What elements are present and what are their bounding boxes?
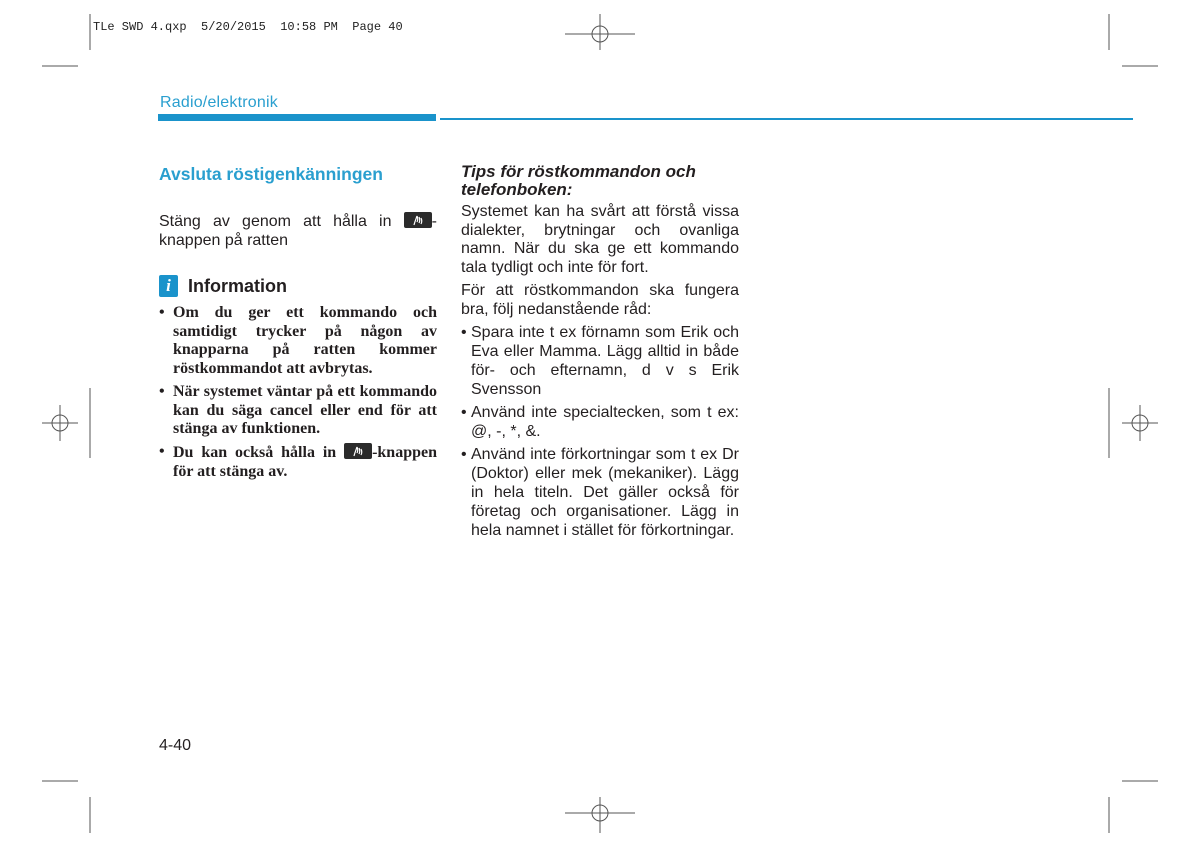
list-item: • Spara inte t ex förnamn som Erik och Eva eller Mamma. Lägg alltid in både för- och efternamn, d v s Erik Svensson: [461, 324, 739, 398]
bullet: •: [461, 404, 467, 421]
section-label: Radio/elektronik: [160, 94, 278, 111]
bullet: •: [461, 324, 467, 341]
left-column: [159, 163, 437, 485]
voice-command-button-icon: [404, 212, 432, 228]
tips-paragraph-2: För att röstkommandon ska fungera bra, följ nedanstående råd:: [461, 282, 739, 318]
left-heading: Avsluta röstigenkänningen: [159, 164, 383, 184]
intro-paragraph: [159, 212, 437, 250]
information-title: Information: [188, 275, 287, 296]
information-list: [159, 304, 437, 481]
bullet: •: [159, 382, 165, 400]
right-column: [461, 163, 739, 544]
info-icon: i: [159, 275, 178, 297]
list-item: • Använd inte förkortningar som t ex Dr (Doktor) eller mek (mekaniker). Lägg in hela titeln. Det gäller också för företag och organisationer. Lägg in hela namnet i stället för förkortningar.: [461, 446, 739, 539]
list-item: • Om du ger ett kommando och samtidigt trycker på någon av knapparna på ratten kommer röstkommandot att avbrytas.: [159, 304, 437, 378]
right-heading: Tips för röstkommandon och telefonboken:: [461, 162, 696, 199]
bullet: •: [461, 446, 467, 463]
information-header: [159, 274, 437, 298]
header-bar-thin: [440, 118, 1133, 120]
page-number: 4-40: [159, 737, 192, 754]
bullet: •: [159, 304, 165, 321]
bullet: •: [159, 442, 165, 460]
voice-command-button-icon: [344, 443, 372, 459]
list-item: • Du kan också hålla in -knappen för att stänga av.: [159, 442, 437, 480]
intro-text-before: Stäng av genom att hålla in: [159, 213, 404, 230]
list-item: • Använd inte specialtecken, som t ex: @, -, *, &.: [461, 404, 739, 440]
intro-text-after: -knappen på ratten: [159, 213, 437, 249]
tips-paragraph-1: Systemet kan ha svårt att förstå vissa dialekter, brytningar och ovanliga namn. När du ska ge ett kommando tala tydligt och inte för fort.: [461, 203, 739, 276]
header-bar-thick: [158, 114, 436, 121]
list-item: • När systemet väntar på ett kommando kan du säga cancel eller end för att stänga av funktionen.: [159, 382, 437, 438]
tips-list: [461, 323, 739, 540]
print-slug: TLe SWD 4.qxp 5/20/2015 10:58 PM Page 40: [93, 20, 403, 34]
